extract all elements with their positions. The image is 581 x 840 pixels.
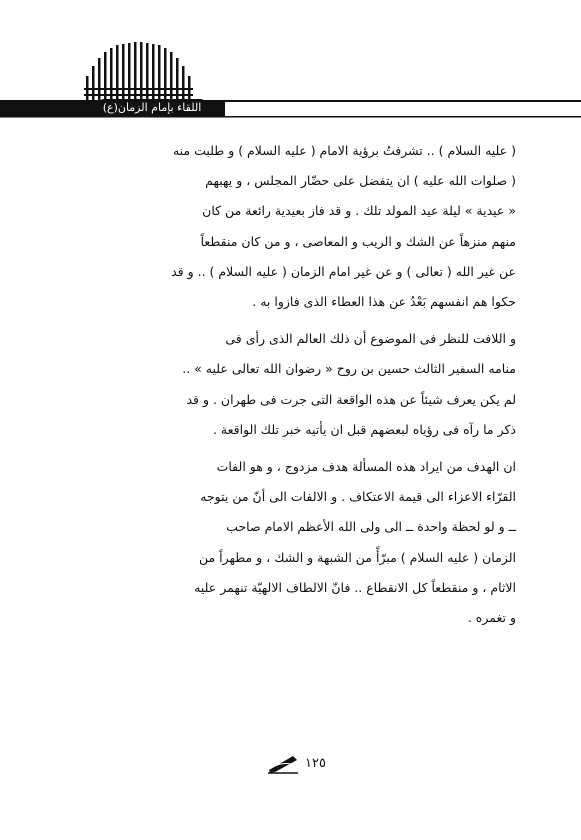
body-text bbox=[54, 136, 516, 633]
page-header bbox=[0, 0, 581, 125]
text-line: و اللافت للنظر فى الموضوع أن ذلك العالم الذى رأى فى bbox=[225, 331, 516, 347]
text-line: ان الهدف من ايراد هذه المسألة هدف مزدوج ، و هو الفات bbox=[216, 459, 516, 475]
columns-ornament-icon bbox=[0, 0, 581, 125]
page-number: ١٢٥ bbox=[305, 755, 326, 771]
text-line: لم يكن يعرف شيئاً عن هذه الواقعة التى جرت فى طهران . و قد bbox=[186, 391, 516, 407]
text-line: ( صلوات الله عليه ) ان يتفضل على حضّار المجلس ، و يهبهم bbox=[205, 173, 516, 189]
text-line: منهم منزهاً عن الشك و الريب و المعاصى ، و من كان منقطعاً bbox=[200, 233, 516, 249]
text-line: ــ و لو لحظة واحدة ــ الى ولى الله الأعظم الامام صاحب bbox=[226, 519, 516, 535]
text-line: حكوا هم انفسهم بَعْدُ عن هذا العطاء الذى فازوا به . bbox=[252, 294, 516, 310]
pen-writing-icon bbox=[267, 752, 299, 774]
running-header-title: اللقاء بإمام الزمان(ع) bbox=[100, 99, 204, 117]
text-line: « عيدية » ليلة عيد المولد تلك . و قد فاز بعيدية رائعة من كان bbox=[202, 203, 516, 219]
text-line: عن غير الله ( تعالى ) و عن غير امام الزمان ( عليه السلام ) .. و قد bbox=[171, 263, 516, 279]
text-line: الاثام ، و منقطعاً كل الانقطاع .. فانّ الالطاف الالهيّة تنهمر عليه bbox=[194, 579, 516, 595]
text-line: ( عليه السلام ) .. تشرفتُ برؤية الامام ( عليه السلام ) و طلبت منه bbox=[172, 143, 516, 158]
text-line: منامه السفير الثالث حسين بن روح « رضوان الله تعالى عليه » .. bbox=[182, 361, 516, 377]
text-line: القرّاء الاعزاء الى قيمة الاعتكاف . و الالفات الى أنّ من يتوجه bbox=[200, 489, 516, 505]
page-footer bbox=[256, 748, 326, 778]
text-line: الزمان ( عليه السلام ) مبرّأً من الشبهة و الشك ، و مطهراً من bbox=[198, 549, 516, 565]
paragraph bbox=[54, 452, 516, 633]
text-line: و تغمره . bbox=[467, 610, 516, 626]
paragraph bbox=[54, 324, 516, 445]
paragraph bbox=[54, 136, 516, 317]
text-line: ذكر ما رآه فى رؤياه لبعضهم قبل ان يأتيه خبر تلك الواقعة . bbox=[212, 421, 516, 437]
